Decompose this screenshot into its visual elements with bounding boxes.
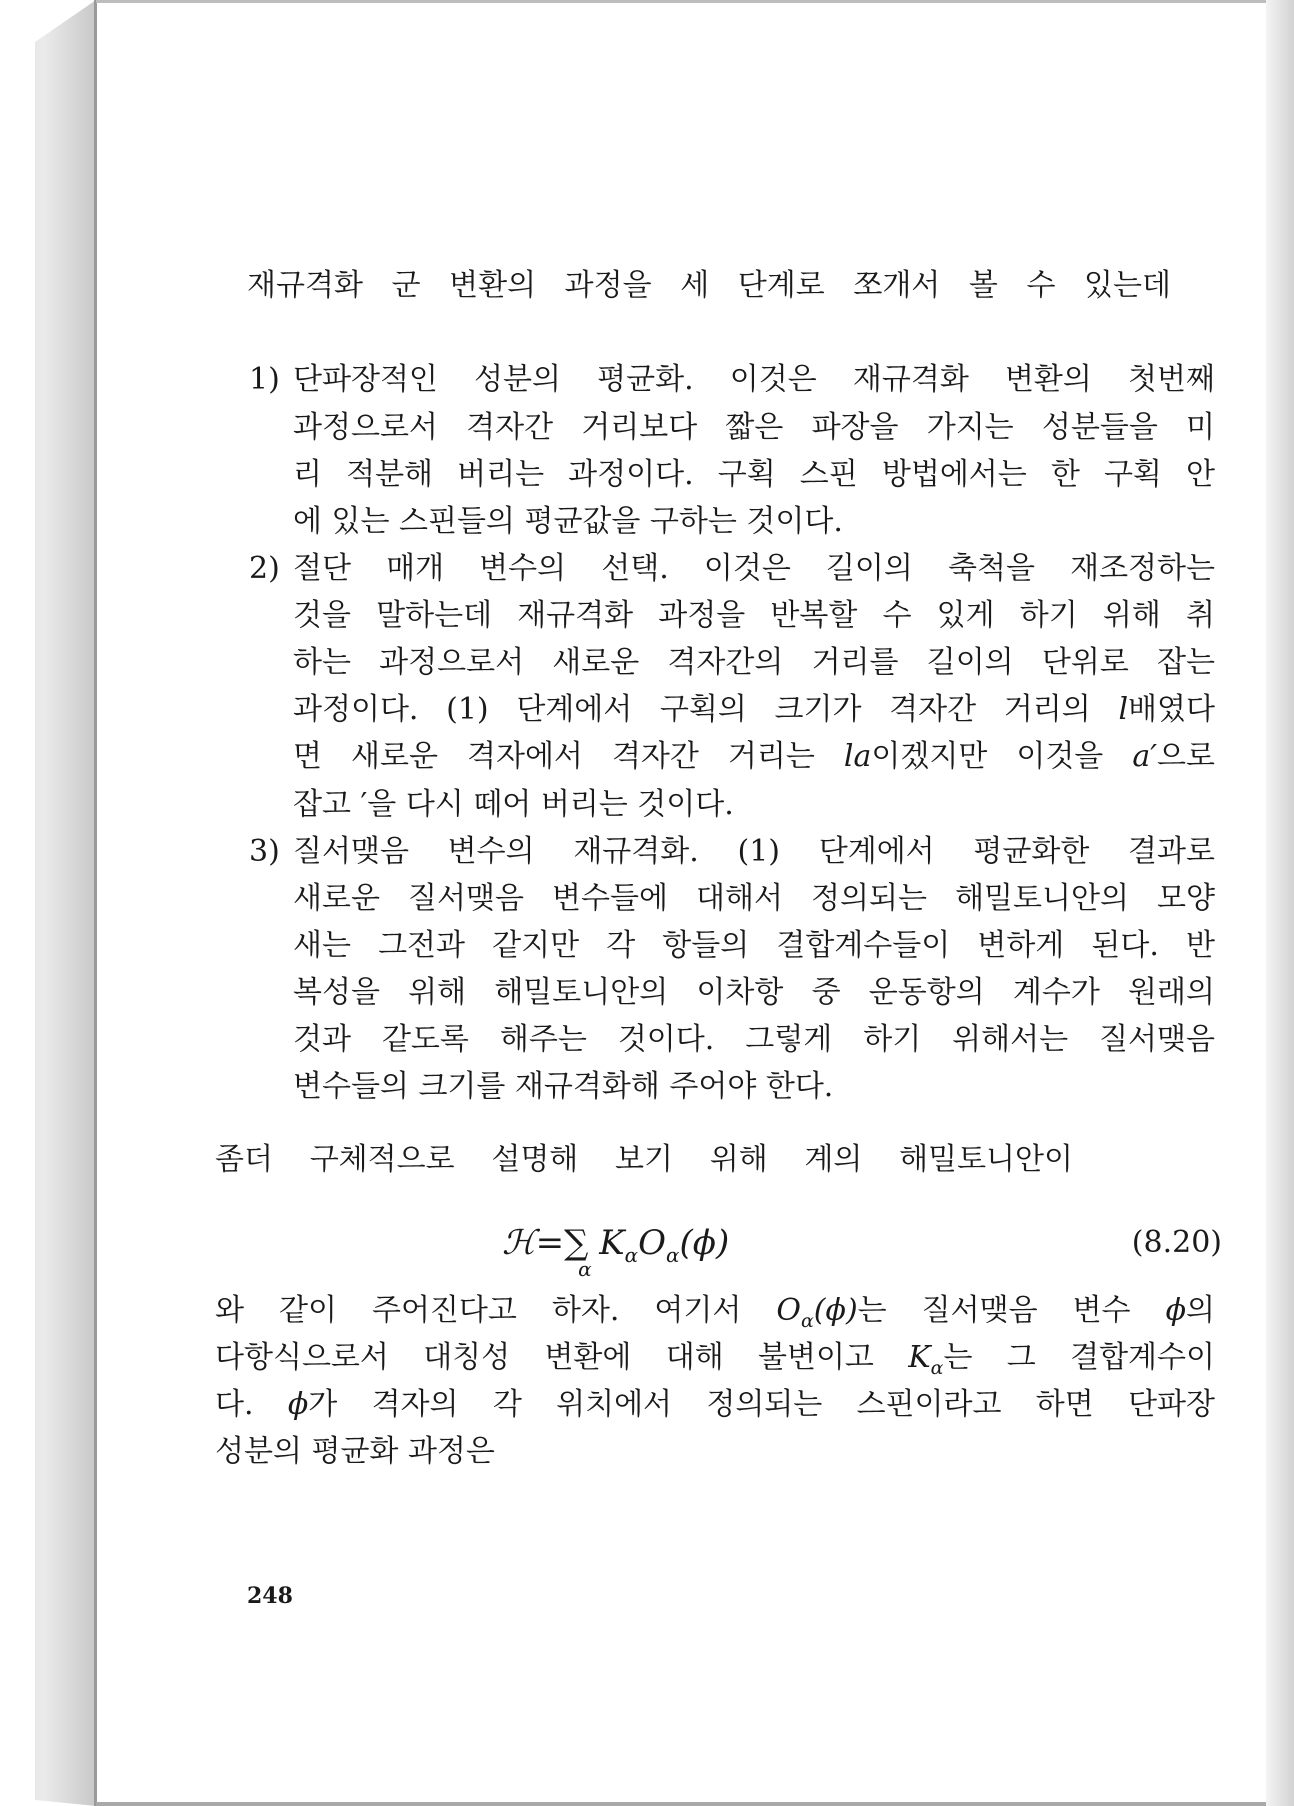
item-2-line-5-b: 이겠지만 이것을	[871, 739, 1133, 774]
book-edge-right	[1266, 0, 1294, 1806]
eq-o: O	[638, 1223, 666, 1263]
item-3-line-6: 변수들의 크기를 재규격화해 주어야 한다.	[293, 1069, 834, 1104]
eq-k: K	[588, 1223, 625, 1263]
item-1-line-1: 단파장적인 성분의 평균화. 이것은 재규격화 변환의 첫번째	[293, 362, 1215, 397]
p3-l1-a: 와 같이 주어진다고 하자. 여기서	[215, 1293, 777, 1328]
item-2-line-3: 하는 과정으로서 새로운 격자간의 거리를 길이의 단위로 잡는	[293, 645, 1215, 680]
p3-l2-ksub: α	[930, 1357, 944, 1379]
item-2-line-4-a: 과정이다. (1) 단계에서 구획의 크기가 격자간 거리의	[293, 692, 1119, 727]
p3-l1-arg: (ϕ)	[813, 1293, 858, 1328]
p3-l3-phi: ϕ	[287, 1387, 309, 1422]
p3-l2-b: 는 그 결합계수이	[943, 1340, 1215, 1375]
p3-l1-phi: ϕ	[1165, 1293, 1187, 1328]
item-3-line-3: 새는 그전과 같지만 각 항들의 결합계수들이 변하게 된다. 반	[293, 928, 1215, 963]
item-2-line-4-b: 배였다	[1128, 692, 1215, 727]
paragraph-3-line-3	[215, 1384, 1215, 1426]
p3-l2-k: K	[908, 1340, 931, 1375]
item-3-line-5: 것과 같도록 해주는 것이다. 그렇게 하기 위해서는 질서맺음	[293, 1022, 1215, 1057]
item-2-line-5	[293, 736, 1215, 778]
eq-equals: =	[535, 1223, 565, 1263]
eq-sum-symbol: ∑	[564, 1223, 589, 1263]
item-1-line-2: 과정으로서 격자간 거리보다 짧은 파장을 가지는 성분들을 미	[293, 410, 1215, 445]
item-1-line-4: 에 있는 스핀들의 평균값을 구하는 것이다.	[293, 504, 843, 539]
paragraph-2: 좀더 구체적으로 설명해 보기 위해 계의 해밀토니안이	[215, 1142, 1073, 1177]
item-2-line-5-c: 으로	[1157, 739, 1215, 774]
p3-l1-b: 는 질서맺음 변수	[857, 1293, 1166, 1328]
page-number: 248	[247, 1583, 293, 1609]
p3-l1-osub: α	[800, 1310, 814, 1332]
item-1-number: 1)	[249, 362, 280, 397]
item-2-line-4	[293, 689, 1215, 731]
eq-arg: (ϕ)	[679, 1223, 730, 1263]
eq-k-sub: α	[624, 1242, 639, 1267]
p3-l2-a: 다항식으로서 대칭성 변환에 대해 불변이고	[215, 1340, 909, 1375]
paragraph-3-line-1	[215, 1290, 1215, 1342]
p3-l1-c: 의	[1186, 1293, 1215, 1328]
eq-o-sub: α	[666, 1242, 680, 1267]
item-2-number: 2)	[249, 551, 280, 586]
item-2-line-5-a: 면 새로운 격자에서 격자간 거리는	[293, 739, 844, 774]
item-2-line-4-l: l	[1118, 692, 1129, 727]
item-1-line-3: 리 적분해 버리는 과정이다. 구획 스핀 방법에서는 한 구획 안	[293, 457, 1215, 492]
p3-l3-a: 다.	[215, 1387, 288, 1422]
book-edge-bottom	[96, 1802, 1266, 1806]
equation-body	[502, 1223, 730, 1281]
item-3-number: 3)	[249, 834, 280, 869]
item-3-line-1: 질서맺음 변수의 재규격화. (1) 단계에서 평균화한 결과로	[293, 834, 1215, 869]
item-2-line-5-aprime: a′	[1132, 739, 1158, 774]
item-3-line-2: 새로운 질서맺음 변수들에 대해서 정의되는 해밀토니안의 모양	[293, 881, 1215, 916]
item-3-line-4: 복성을 위해 해밀토니안의 이차항 중 운동항의 계수가 원래의	[293, 975, 1215, 1010]
item-2-line-5-la: la	[843, 739, 872, 774]
eq-sum	[564, 1223, 592, 1281]
p3-l1-o: O	[776, 1293, 801, 1328]
book-spine-left	[0, 0, 96, 1806]
eq-hamiltonian: ℋ	[502, 1223, 536, 1263]
item-2-line-2: 것을 말하는데 재규격화 과정을 반복할 수 있게 하기 위해 취	[293, 598, 1215, 633]
eq-sum-index: α	[578, 1257, 592, 1281]
item-2-line-1: 절단 매개 변수의 선택. 이것은 길이의 축척을 재조정하는	[293, 551, 1215, 586]
paragraph-3-line-2	[215, 1337, 1215, 1389]
intro-line: 재규격화 군 변환의 과정을 세 단계로 쪼개서 볼 수 있는데	[247, 268, 1171, 303]
equation-number: (8.20)	[1131, 1225, 1222, 1260]
paragraph-3-line-4: 성분의 평균화 과정은	[215, 1434, 495, 1469]
item-2-line-6: 잡고 ′을 다시 떼어 버리는 것이다.	[293, 787, 734, 822]
book-page	[97, 3, 1266, 1802]
p3-l3-b: 가 격자의 각 위치에서 정의되는 스핀이라고 하면 단파장	[308, 1387, 1215, 1422]
